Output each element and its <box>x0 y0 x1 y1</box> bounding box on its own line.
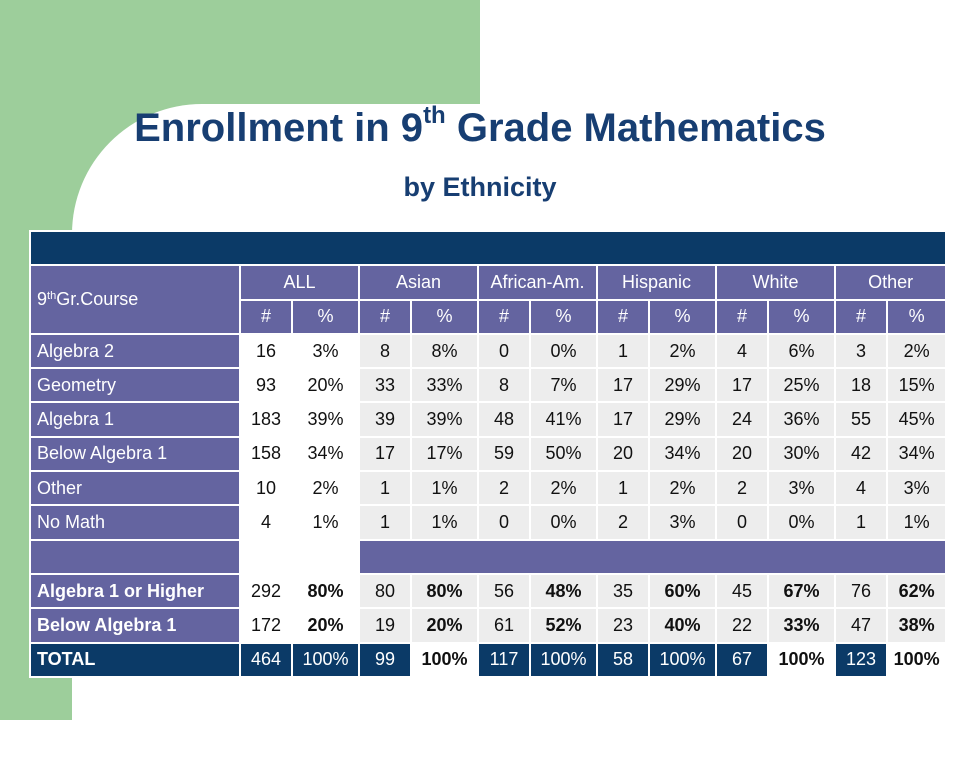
percent-cell: 3% <box>887 471 946 505</box>
table-row <box>30 437 946 471</box>
percent-cell: 36% <box>768 402 835 436</box>
group-header-hispanic: Hispanic <box>597 265 716 299</box>
row-label: TOTAL <box>30 643 240 677</box>
percent-cell: 48% <box>530 574 597 608</box>
row-label: Geometry <box>30 368 240 402</box>
count-cell: 47 <box>835 608 887 642</box>
row-label: Algebra 2 <box>30 334 240 368</box>
table-row <box>30 334 946 368</box>
percent-cell: 8% <box>411 334 478 368</box>
count-cell: 39 <box>359 402 411 436</box>
count-cell: 1 <box>835 505 887 539</box>
percent-header: % <box>887 300 946 334</box>
percent-header: % <box>530 300 597 334</box>
count-cell: 18 <box>835 368 887 402</box>
count-cell: 16 <box>240 334 292 368</box>
percent-cell: 52% <box>530 608 597 642</box>
percent-cell: 38% <box>887 608 946 642</box>
count-cell: 56 <box>478 574 530 608</box>
percent-cell: 7% <box>530 368 597 402</box>
percent-cell: 67% <box>768 574 835 608</box>
title-superscript: th <box>423 102 446 129</box>
count-cell: 59 <box>478 437 530 471</box>
course-header-num: 9 <box>37 289 48 310</box>
percent-cell: 1% <box>411 505 478 539</box>
percent-cell: 100% <box>411 643 478 677</box>
percent-cell: 34% <box>649 437 716 471</box>
percent-cell: 3% <box>292 334 359 368</box>
count-header: # <box>478 300 530 334</box>
count-cell: 1 <box>597 471 649 505</box>
percent-cell: 20% <box>292 608 359 642</box>
count-cell: 67 <box>716 643 768 677</box>
group-header-african-am: African-Am. <box>478 265 597 299</box>
count-cell: 1 <box>359 505 411 539</box>
percent-cell: 20% <box>411 608 478 642</box>
count-header: # <box>835 300 887 334</box>
percent-cell: 100% <box>768 643 835 677</box>
group-header-asian: Asian <box>359 265 478 299</box>
summary-row <box>30 574 946 608</box>
count-cell: 1 <box>597 334 649 368</box>
percent-cell: 45% <box>887 402 946 436</box>
count-cell: 35 <box>597 574 649 608</box>
table-body <box>30 231 946 677</box>
row-label: Algebra 1 <box>30 402 240 436</box>
percent-cell: 1% <box>292 505 359 539</box>
count-cell: 123 <box>835 643 887 677</box>
page-title <box>0 104 960 152</box>
title-text-rest: Grade Mathematics <box>445 106 826 150</box>
count-cell: 0 <box>478 505 530 539</box>
row-label: Below Algebra 1 <box>30 608 240 642</box>
table-row <box>30 505 946 539</box>
count-cell: 3 <box>835 334 887 368</box>
percent-cell: 15% <box>887 368 946 402</box>
count-cell: 17 <box>359 437 411 471</box>
count-cell: 158 <box>240 437 292 471</box>
count-cell: 48 <box>478 402 530 436</box>
count-cell: 99 <box>359 643 411 677</box>
percent-cell: 80% <box>292 574 359 608</box>
count-cell: 61 <box>478 608 530 642</box>
percent-cell: 100% <box>649 643 716 677</box>
percent-cell: 41% <box>530 402 597 436</box>
count-cell: 292 <box>240 574 292 608</box>
count-header: # <box>716 300 768 334</box>
count-cell: 0 <box>478 334 530 368</box>
percent-header: % <box>768 300 835 334</box>
group-header-all: ALL <box>240 265 359 299</box>
percent-cell: 1% <box>887 505 946 539</box>
percent-cell: 100% <box>887 643 946 677</box>
percent-header: % <box>292 300 359 334</box>
percent-cell: 1% <box>411 471 478 505</box>
percent-cell: 0% <box>530 505 597 539</box>
count-cell: 24 <box>716 402 768 436</box>
percent-cell: 34% <box>292 437 359 471</box>
percent-cell: 50% <box>530 437 597 471</box>
spacer-all <box>240 540 359 574</box>
count-cell: 4 <box>716 334 768 368</box>
count-cell: 33 <box>359 368 411 402</box>
spacer-label <box>30 540 240 574</box>
percent-cell: 3% <box>649 505 716 539</box>
count-cell: 22 <box>716 608 768 642</box>
table-banner-row <box>30 231 946 265</box>
percent-cell: 2% <box>887 334 946 368</box>
count-cell: 20 <box>597 437 649 471</box>
table-row <box>30 471 946 505</box>
percent-cell: 34% <box>887 437 946 471</box>
enrollment-table <box>29 230 947 678</box>
course-header-sup: th <box>47 290 57 303</box>
count-cell: 0 <box>716 505 768 539</box>
percent-cell: 100% <box>530 643 597 677</box>
count-cell: 10 <box>240 471 292 505</box>
count-header: # <box>240 300 292 334</box>
count-cell: 93 <box>240 368 292 402</box>
spacer-row <box>30 540 946 574</box>
total-row <box>30 643 946 677</box>
percent-cell: 0% <box>530 334 597 368</box>
count-cell: 42 <box>835 437 887 471</box>
count-cell: 8 <box>359 334 411 368</box>
count-cell: 1 <box>359 471 411 505</box>
percent-cell: 62% <box>887 574 946 608</box>
count-cell: 2 <box>716 471 768 505</box>
percent-cell: 2% <box>530 471 597 505</box>
count-cell: 117 <box>478 643 530 677</box>
count-cell: 4 <box>240 505 292 539</box>
count-cell: 45 <box>716 574 768 608</box>
count-cell: 80 <box>359 574 411 608</box>
count-cell: 2 <box>597 505 649 539</box>
percent-cell: 25% <box>768 368 835 402</box>
count-header: # <box>597 300 649 334</box>
percent-cell: 2% <box>292 471 359 505</box>
percent-cell: 100% <box>292 643 359 677</box>
page-subtitle <box>0 170 960 204</box>
percent-cell: 0% <box>768 505 835 539</box>
subtitle-text: by Ethnicity <box>403 172 557 202</box>
count-cell: 17 <box>597 368 649 402</box>
percent-cell: 2% <box>649 334 716 368</box>
count-cell: 55 <box>835 402 887 436</box>
count-cell: 23 <box>597 608 649 642</box>
count-header: # <box>359 300 411 334</box>
count-cell: 58 <box>597 643 649 677</box>
summary-row <box>30 608 946 642</box>
count-cell: 76 <box>835 574 887 608</box>
percent-cell: 3% <box>768 471 835 505</box>
group-header-other: Other <box>835 265 946 299</box>
group-header-white: White <box>716 265 835 299</box>
table-row <box>30 368 946 402</box>
percent-cell: 39% <box>411 402 478 436</box>
course-header <box>30 265 240 334</box>
row-label: Below Algebra 1 <box>30 437 240 471</box>
count-cell: 20 <box>716 437 768 471</box>
row-label: Other <box>30 471 240 505</box>
percent-cell: 2% <box>649 471 716 505</box>
count-cell: 4 <box>835 471 887 505</box>
count-cell: 19 <box>359 608 411 642</box>
count-cell: 17 <box>716 368 768 402</box>
count-cell: 17 <box>597 402 649 436</box>
percent-cell: 39% <box>292 402 359 436</box>
group-header-row <box>30 265 946 299</box>
row-label: Algebra 1 or Higher <box>30 574 240 608</box>
percent-cell: 6% <box>768 334 835 368</box>
percent-cell: 33% <box>411 368 478 402</box>
percent-cell: 29% <box>649 368 716 402</box>
percent-cell: 30% <box>768 437 835 471</box>
percent-cell: 20% <box>292 368 359 402</box>
course-header-text: Gr.Course <box>56 289 139 310</box>
table-row <box>30 402 946 436</box>
count-cell: 8 <box>478 368 530 402</box>
spacer-band <box>359 540 946 574</box>
percent-cell: 17% <box>411 437 478 471</box>
percent-cell: 40% <box>649 608 716 642</box>
percent-cell: 33% <box>768 608 835 642</box>
percent-header: % <box>649 300 716 334</box>
percent-cell: 29% <box>649 402 716 436</box>
count-cell: 464 <box>240 643 292 677</box>
percent-cell: 60% <box>649 574 716 608</box>
count-cell: 183 <box>240 402 292 436</box>
title-text: Enrollment in 9 <box>134 106 424 150</box>
percent-cell: 80% <box>411 574 478 608</box>
percent-header: % <box>411 300 478 334</box>
count-cell: 172 <box>240 608 292 642</box>
table-banner <box>30 231 946 265</box>
row-label: No Math <box>30 505 240 539</box>
count-cell: 2 <box>478 471 530 505</box>
